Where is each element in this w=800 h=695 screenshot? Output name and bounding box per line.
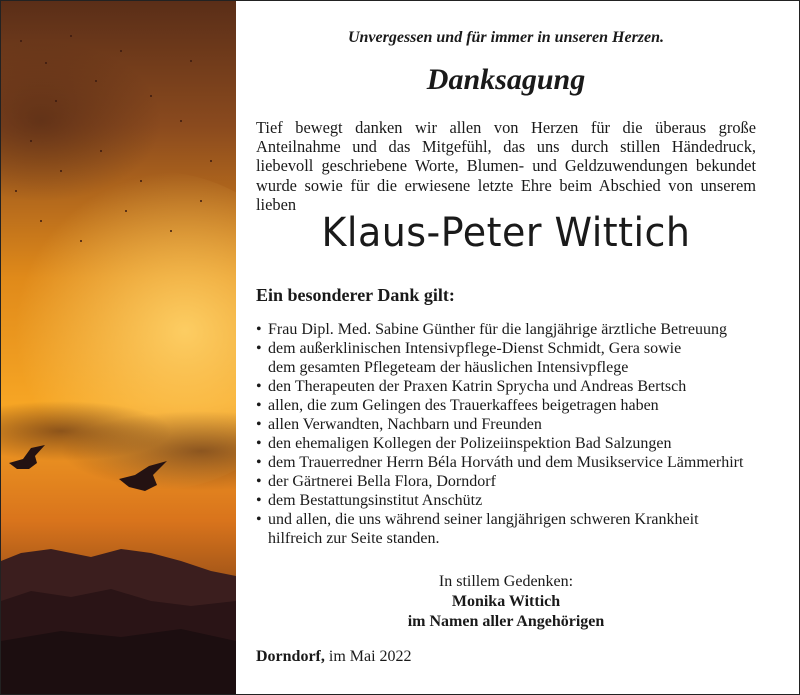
closing-line-2: Monika Wittich: [451, 593, 561, 610]
bullet-icon: •: [256, 454, 262, 471]
bullet-icon: •: [256, 397, 262, 414]
sunset-birds-image: [1, 1, 236, 694]
bullet-icon: •: [256, 340, 262, 357]
thanks-heading: Ein besonderer Dank gilt:: [256, 285, 455, 305]
list-item-line: den Therapeuten der Praxen Katrin Sprycha und Andreas Bertsch: [268, 378, 687, 395]
list-item-line: den ehemaligen Kollegen der Polizeiinspektion Bad Salzungen: [268, 435, 672, 452]
intro-paragraph: Tief bewegt danken wir allen von Herzen für die überaus große Anteilnahme und das Mitgefühl, das uns durch stillen Händedruck, liebevoll geschriebene Worte, Blumen- und Geldzuwendungen bekundet wurde sowie für die erwiesene letzte Ehre beim Abschied von unserem lieben: [256, 118, 756, 214]
place: Dorndorf,: [256, 648, 325, 665]
list-item-line: der Gärtnerei Bella Flora, Dorndorf: [268, 473, 496, 490]
list-item: [256, 320, 776, 339]
list-item-line: Frau Dipl. Med. Sabine Günther für die langjährige ärztliche Betreuung: [268, 321, 727, 338]
bullet-icon: •: [256, 435, 262, 452]
list-item-line: dem Bestattungsinstitut Anschütz: [268, 492, 483, 509]
list-item: [256, 396, 776, 415]
bullet-icon: •: [256, 492, 262, 509]
closing-line-1: In stillem Gedenken:: [438, 573, 574, 590]
list-item: [256, 491, 776, 510]
list-item-line: hilfreich zur Seite standen.: [268, 530, 440, 547]
list-item-line: und allen, die uns während seiner langjährigen schweren Krankheit: [268, 511, 699, 528]
closing-block: [256, 572, 756, 632]
list-item-line: dem gesamten Pflegeteam der häuslichen Intensivpflege: [268, 359, 629, 376]
bullet-icon: •: [256, 378, 262, 395]
bullet-icon: •: [256, 321, 262, 338]
list-item: [256, 510, 776, 548]
list-item: [256, 453, 776, 472]
list-item-line: dem Trauerredner Herrn Béla Horváth und dem Musikservice Lämmerhirt: [268, 454, 744, 471]
thanks-list: [256, 320, 776, 548]
sunset-illustration: [1, 1, 236, 694]
closing-line-3: im Namen aller Angehörigen: [407, 613, 605, 630]
date: im Mai 2022: [328, 648, 412, 665]
motto: Unvergessen und für immer in unseren Herzen.: [347, 29, 665, 46]
bullet-icon: •: [256, 416, 262, 433]
list-item-line: dem außerklinischen Intensivpflege-Dienst Schmidt, Gera sowie: [268, 340, 682, 357]
list-item: [256, 377, 776, 396]
list-item: [256, 415, 776, 434]
list-item-line: allen Verwandten, Nachbarn und Freunden: [268, 416, 542, 433]
obituary-text: [256, 0, 756, 695]
list-item-line: allen, die zum Gelingen des Trauerkaffees beigetragen haben: [268, 397, 659, 414]
list-item: [256, 472, 776, 491]
list-item: [256, 434, 776, 453]
place-date: [256, 648, 412, 666]
bullet-icon: •: [256, 473, 262, 490]
list-item: [256, 339, 776, 377]
page-title: Danksagung: [426, 63, 586, 96]
bullet-icon: •: [256, 511, 262, 528]
deceased-name: Klaus-Peter Wittich: [321, 210, 691, 256]
